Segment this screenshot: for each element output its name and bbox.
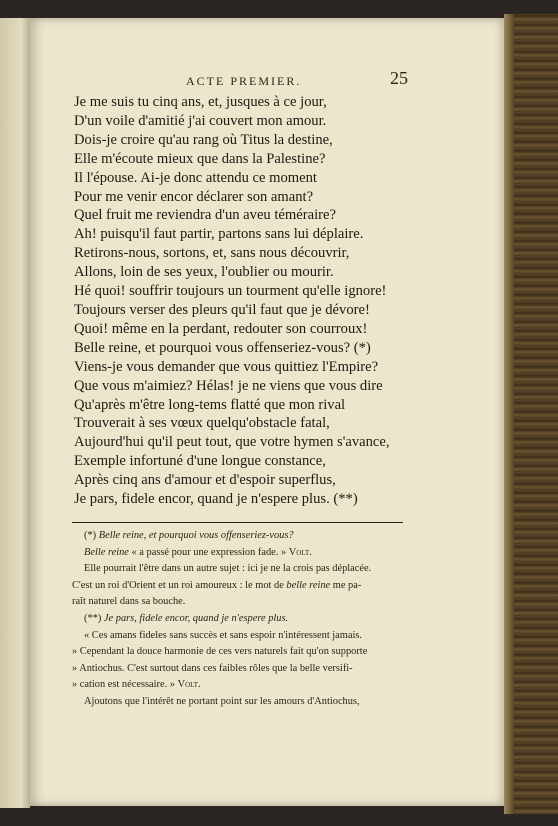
verse-line: Viens-je vous demander que vous quittiez l'Empire? — [74, 358, 379, 375]
verse-line: Aujourd'hui qu'il peut tout, que votre hymen s'avance, — [74, 434, 390, 451]
page-number: 25 — [390, 68, 408, 88]
verse-line: Elle m'écoute mieux que dans la Palestine? — [74, 150, 326, 167]
verse-line: Après cinq ans d'amour et d'espoir superflus, — [74, 472, 336, 489]
emphasis: belle reine — [286, 579, 331, 591]
footnote-2-heading — [72, 611, 405, 628]
verse-line: Quel fruit me reviendra d'un aveu téméraire? — [74, 207, 336, 224]
footnote-1-heading — [72, 528, 405, 545]
footnote-marker: (*) — [84, 530, 97, 541]
footnote-line — [72, 677, 405, 694]
verse-line: Il l'épouse. Ai-je donc attendu ce moment — [74, 169, 317, 186]
footnote-line: » Cependant la douce harmonie de ces vers naturels fait qu'on supporte — [72, 646, 368, 658]
binding-edge — [504, 14, 514, 814]
verse-line: Quoi! même en la perdant, redouter son courroux! — [74, 320, 368, 337]
verse-line: Trouverait à ses vœux quelqu'obstacle fatal, — [74, 415, 330, 432]
verse-line: Qu'après m'être long-tems flatté que mon rival — [74, 396, 346, 413]
footnote-text: « a passé pour une expression fade. » — [128, 546, 289, 558]
verse-line: Exemple infortuné d'une longue constance, — [74, 453, 326, 470]
verse-line: Que vous m'aimiez? Hélas! je ne viens que vous dire — [74, 377, 383, 394]
footnote-text: me pa- — [330, 579, 362, 591]
verse-block — [74, 93, 414, 509]
footnote-line — [72, 578, 405, 595]
author-abbrev: Volt. — [288, 546, 312, 558]
footnote-line: raît naturel dans sa bouche. — [72, 596, 186, 608]
footnote-line: » Antiochus. C'est surtout dans ces faibles rôles que la belle versifi- — [72, 662, 353, 674]
verse-line: Retirons-nous, sortons, et, sans nous découvrir, — [74, 245, 350, 262]
facing-page-edge — [0, 18, 30, 808]
verse-line: Ah! puisqu'il faut partir, partons sans lui déplaire. — [74, 226, 364, 243]
footnote-quote: Belle reine, et pourquoi vous offenseriez-vous? — [98, 530, 294, 541]
verse-line: Belle reine, et pourquoi vous offenseriez-vous? (*) — [74, 339, 371, 356]
verse-line: Je pars, fidele encor, quand je n'espere plus. (**) — [74, 491, 358, 508]
verse-line: Dois-je croire qu'au rang où Titus la destine, — [74, 131, 333, 148]
emphasis: Belle reine — [84, 546, 129, 558]
verse-line: Je me suis tu cinq ans, et, jusques à ce jour, — [74, 94, 327, 110]
footnote-marker: (**) — [84, 612, 102, 624]
page-header — [146, 68, 408, 92]
author-abbrev: Volt. — [177, 679, 201, 691]
verse-line: Toujours verser des pleurs qu'il faut que je dévore! — [74, 301, 370, 318]
footnote-line: Elle pourrait l'être dans un autre sujet : ici je ne la crois pas déplacée. — [84, 563, 372, 575]
footnotes — [72, 528, 405, 711]
footnote-text: C'est un roi d'Orient et un roi amoureux : le mot de — [72, 579, 287, 591]
footnote-rule — [72, 522, 403, 523]
verse-line: Allons, loin de ses yeux, l'oublier ou mourir. — [74, 264, 334, 281]
footnote-line — [72, 545, 405, 562]
verse-line: Hé quoi! souffrir toujours un tourment qu'elle ignore! — [74, 283, 387, 300]
footnote-quote: Je pars, fidele encor, quand je n'espere plus. — [103, 612, 289, 624]
running-head: ACTE PREMIER. — [186, 74, 302, 88]
verse-line: Pour me venir encor déclarer son amant? — [74, 188, 314, 205]
footnote-line: Ajoutons que l'intérêt ne portant point sur les amours d'Antiochus, — [84, 695, 360, 707]
verse-line: D'un voile d'amitié j'ai couvert mon amour. — [74, 112, 327, 129]
footnote-line: « Ces amans fideles sans succès et sans espoir n'intéressent jamais. — [84, 629, 363, 641]
footnote-text: » cation est nécessaire. » — [72, 679, 178, 691]
